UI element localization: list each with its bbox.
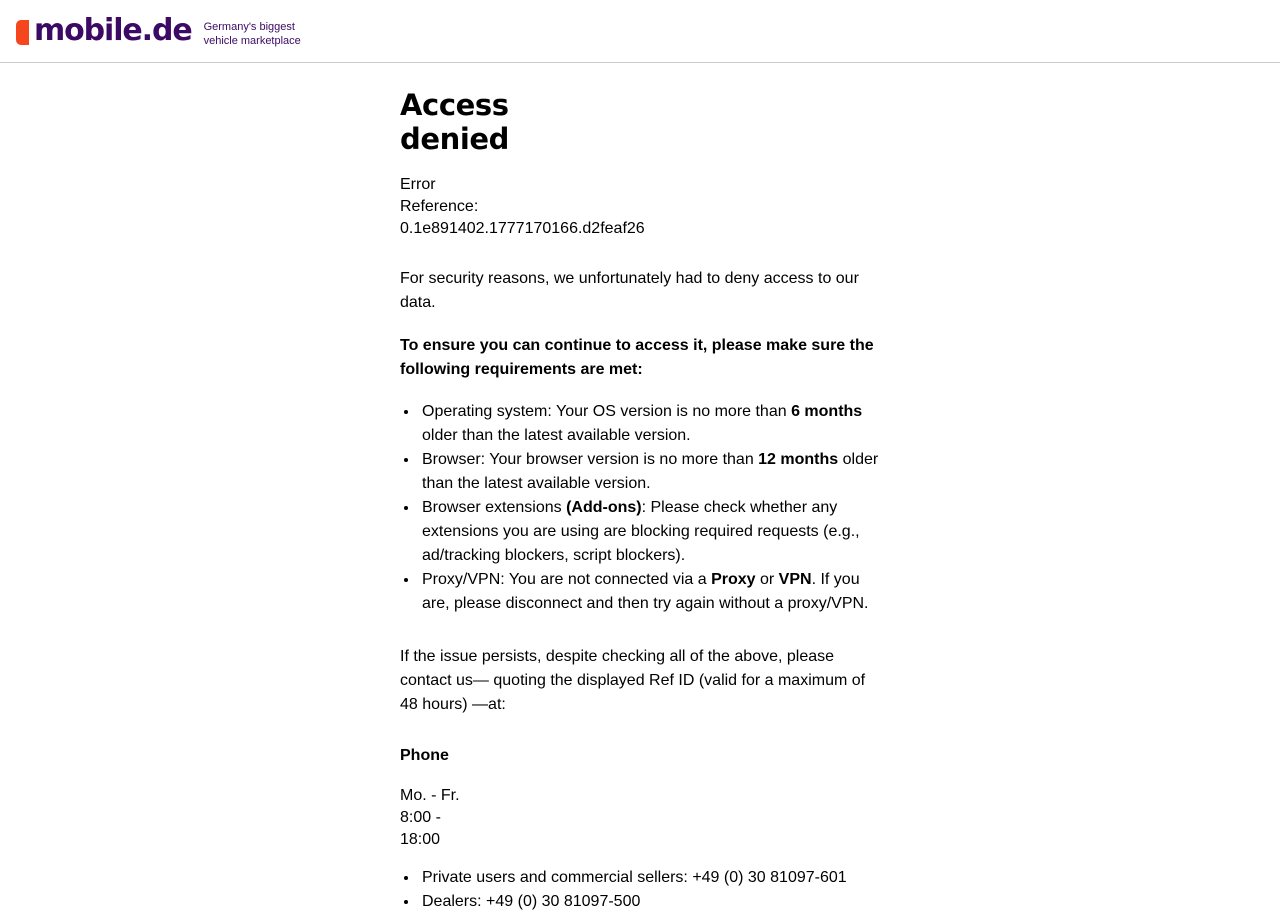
- list-item: [400, 448, 882, 496]
- requirement-text-pre: Browser: Your browser version is no more than: [422, 451, 759, 468]
- list-item: [400, 568, 882, 616]
- intro-paragraph: For security reasons, we unfortunately had to deny access to our data.: [400, 270, 859, 311]
- requirements-heading: To ensure you can continue to access it, please make sure the following requirements are met:: [400, 337, 874, 378]
- requirement-text-post: older than the latest available version.: [422, 427, 691, 444]
- opening-hours: Mo. - Fr. 8:00 - 18:00: [400, 787, 460, 848]
- phone-number-list: [400, 866, 882, 914]
- requirements-list: [400, 400, 882, 616]
- requirement-text-post: older than the latest available version.: [422, 451, 879, 492]
- brand-logo-link[interactable]: [16, 14, 301, 48]
- requirement-text-pre: Proxy/VPN: You are not connected via a: [422, 571, 712, 588]
- requirement-emphasis: 12 months: [758, 451, 839, 468]
- phone-section-heading: Phone: [400, 747, 449, 764]
- list-item: [400, 400, 882, 448]
- requirement-emphasis: (Add-ons): [566, 499, 642, 516]
- page-title: Access denied: [400, 88, 510, 156]
- requirement-text-pre: Operating system: Your OS version is no more than: [422, 403, 792, 420]
- site-header: [0, 0, 1280, 63]
- list-item: Private users and commercial sellers: +49 (0) 30 81097-601: [400, 866, 882, 890]
- requirement-emphasis-2: VPN: [778, 571, 812, 588]
- main-content: [0, 88, 879, 914]
- brand-tagline: [204, 14, 301, 48]
- issue-persists-paragraph: If the issue persists, despite checking all of the above, please contact us— quoting the displayed Ref ID (valid for a maximum of 48 hours) —at:: [400, 648, 866, 713]
- list-item: [400, 496, 882, 568]
- logo-lockup: [16, 14, 192, 48]
- requirement-emphasis: 6 months: [791, 403, 863, 420]
- list-item: Dealers: +49 (0) 30 81097-500: [400, 890, 882, 914]
- brand-tagline-line-1: Germany's biggest: [203, 21, 295, 33]
- requirement-emphasis: Proxy: [711, 571, 756, 588]
- error-reference: Error Reference: 0.1e891402.1777170166.d2feaf26: [400, 176, 645, 237]
- requirement-text-post: : Please check whether any extensions you are using are blocking required requests (e.g., ad/tracking blockers, script blockers).: [422, 499, 860, 564]
- brand-tagline-line-2: vehicle marketplace: [203, 35, 301, 47]
- logo-wordmark: mobile.de: [34, 13, 192, 48]
- requirement-text-post: . If you are, please disconnect and then try again without a proxy/VPN.: [422, 571, 869, 612]
- mobile-de-square-icon: [16, 20, 29, 45]
- requirement-text-mid: or: [755, 571, 779, 588]
- requirement-text-pre: Browser extensions: [422, 499, 567, 516]
